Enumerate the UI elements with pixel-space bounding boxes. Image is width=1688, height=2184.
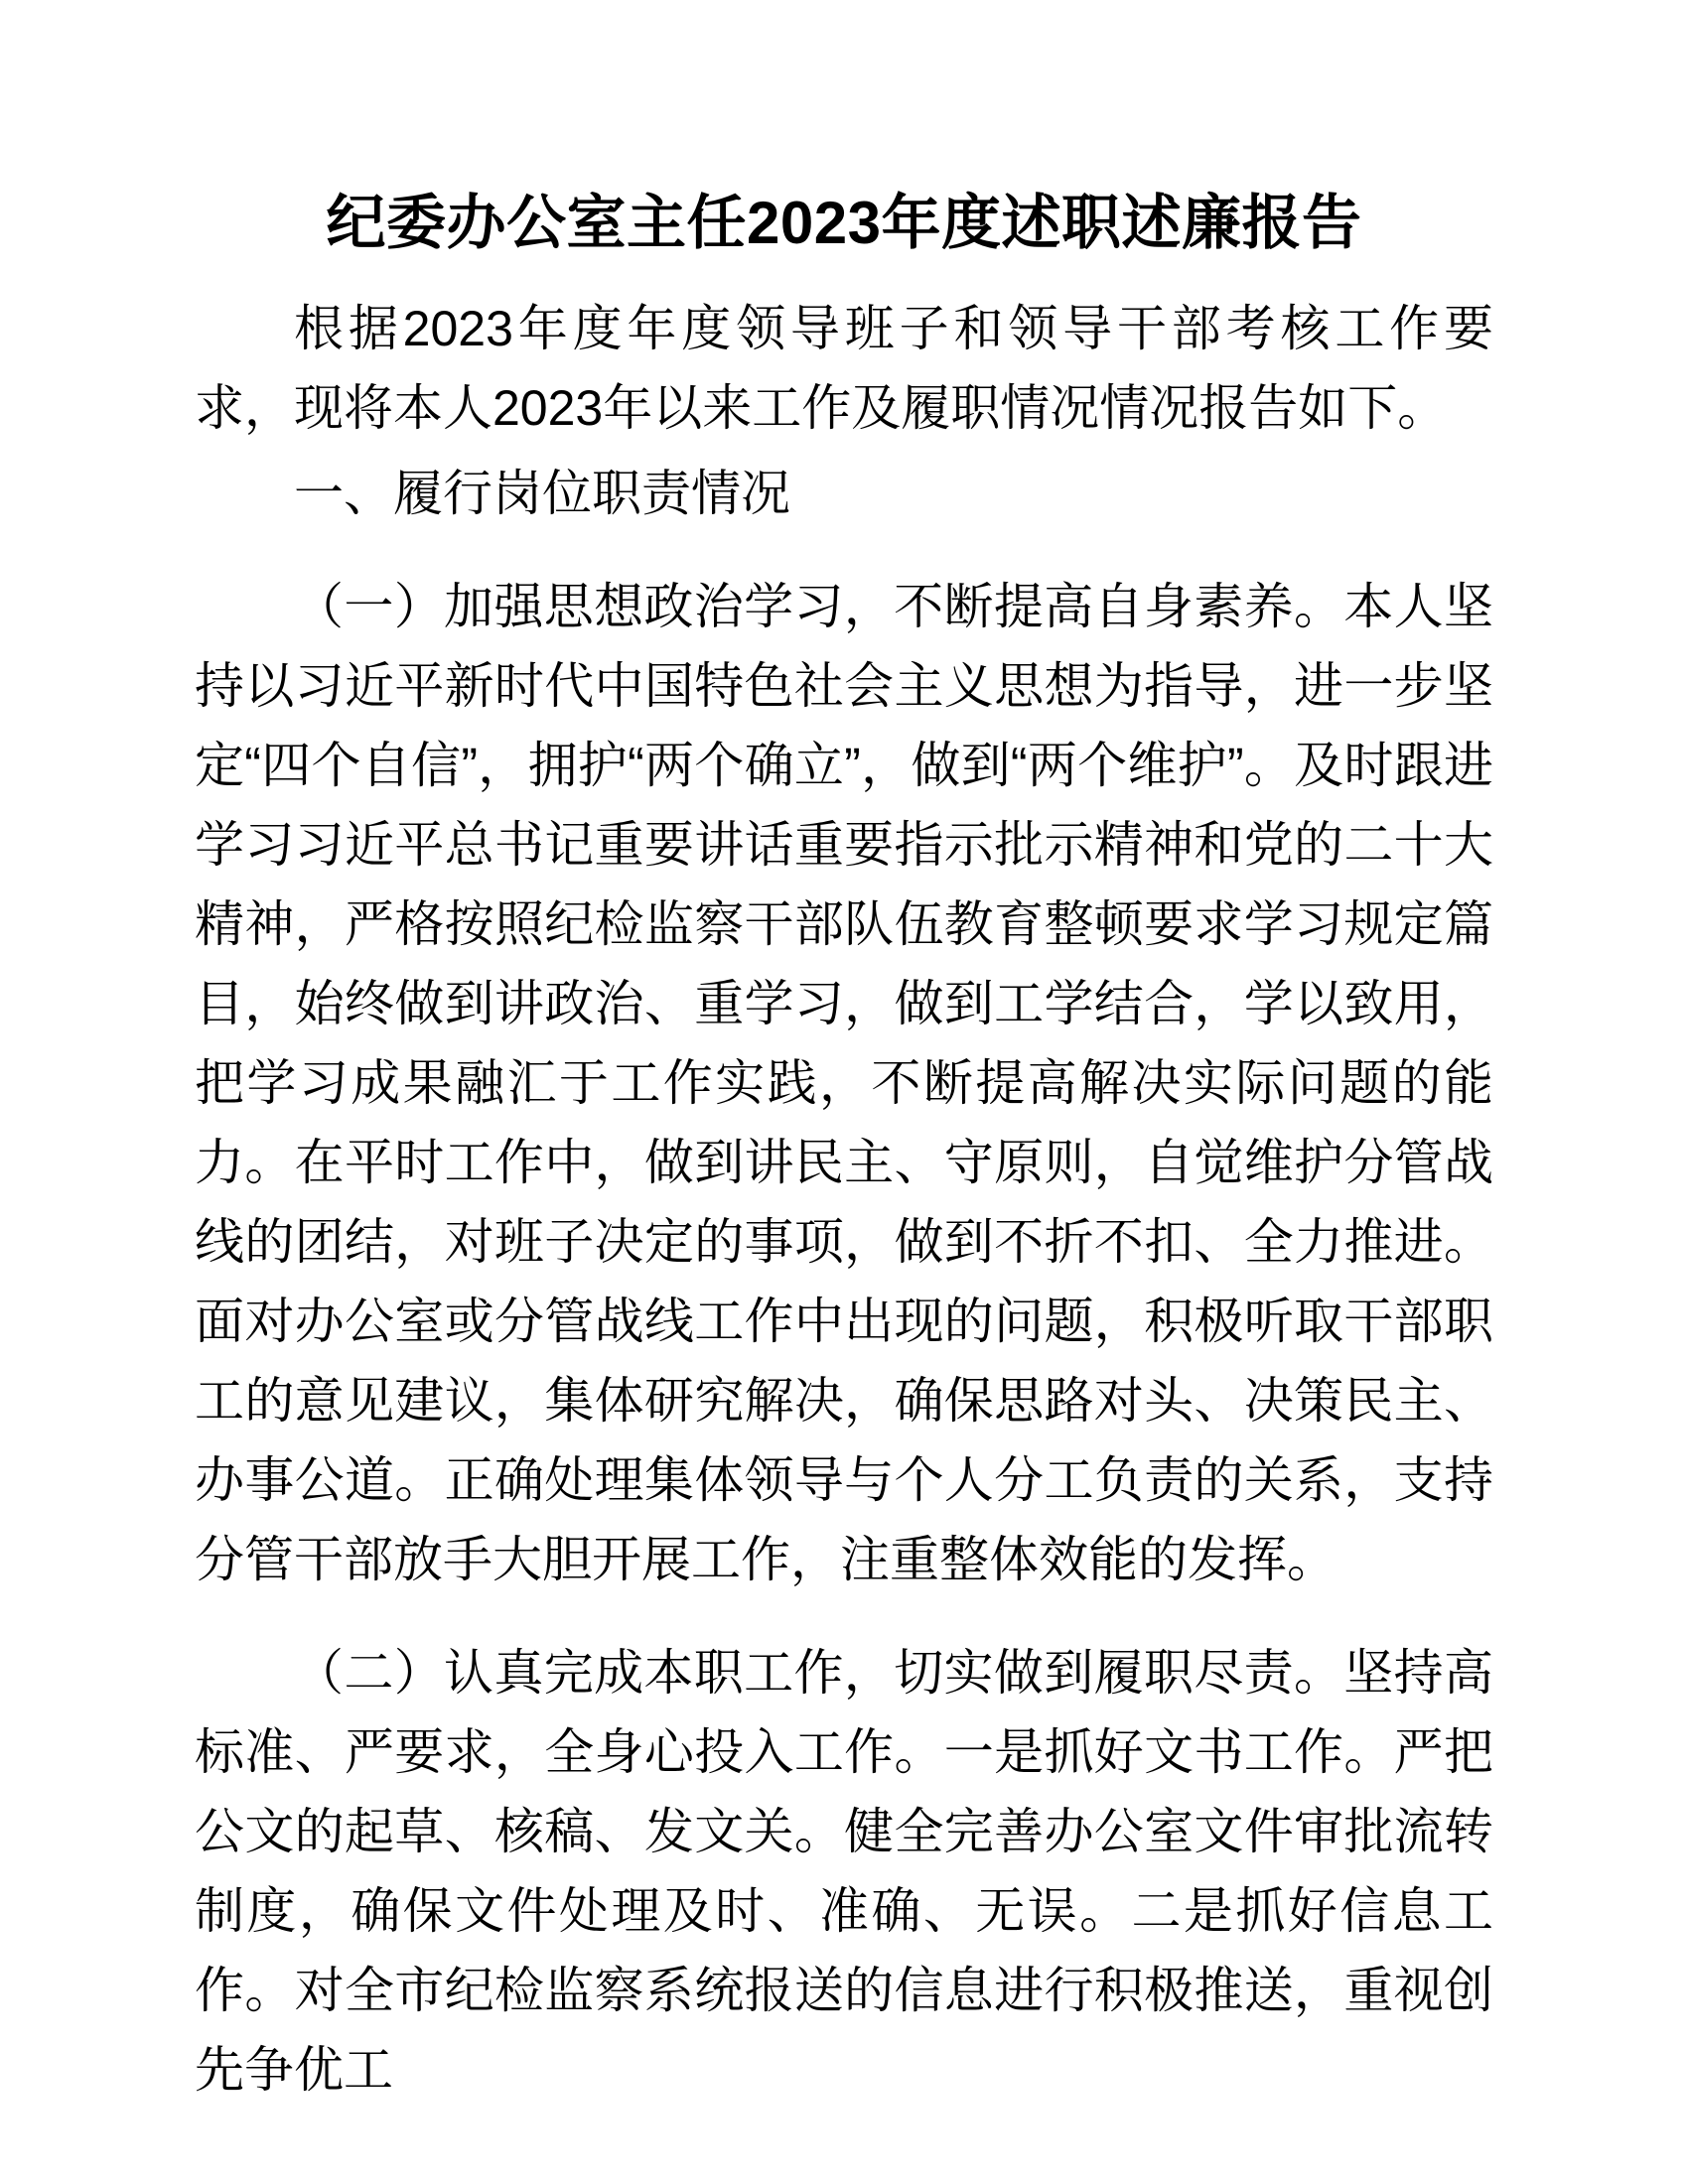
page-title: 纪委办公室主任2023年度述职述廉报告 — [326, 190, 1362, 256]
document-text-column — [195, 187, 1493, 2110]
section-heading-1: 一、履行岗位职责情况 — [294, 466, 790, 522]
subsection-paragraph-2: （二）认真完成本职工作，切实做到履职尽责。坚持高标准、严要求，全身心投入工作。一是抓好文书工作。严把公文的起草、核稿、发文关。健全完善办公室文件审批流转制度，确保文件处理及时、准确、无误。二是抓好信息工作。对全市纪检监察系统报送的信息进行积极推送，重视创先争优工 — [195, 1645, 1493, 2099]
lead-paragraph: 根据2023年度年度领导班子和领导干部考核工作要求，现将本人2023年以来工作及履职情况情况报告如下。 — [195, 301, 1493, 437]
subsection-paragraph-1: （一）加强思想政治学习，不断提高自身素养。本人坚持以习近平新时代中国特色社会主义思想为指导，进一步坚定“四个自信”，拥护“两个确立”，做到“两个维护”。及时跟进学习习近平总书记重要讲话重要指示批示精神和党的二十大精神，严格按照纪检监察干部队伍教育整顿要求学习规定篇目，始终做到讲政治、重学习，做到工学结合，学以致用，把学习成果融汇于工作实践，不断提高解决实际问题的能力。在平时工作中，做到讲民主、守原则，自觉维护分管战线的团结，对班子决定的事项，做到不折不扣、全力推进。面对办公室或分管战线工作中出现的问题，积极听取干部职工的意见建议，集体研究解决，确保思路对头、决策民主、办事公道。正确处理集体领导与个人分工负责的关系，支持分管干部放手大胆开展工作，注重整体效能的发挥。 — [195, 579, 1493, 1588]
